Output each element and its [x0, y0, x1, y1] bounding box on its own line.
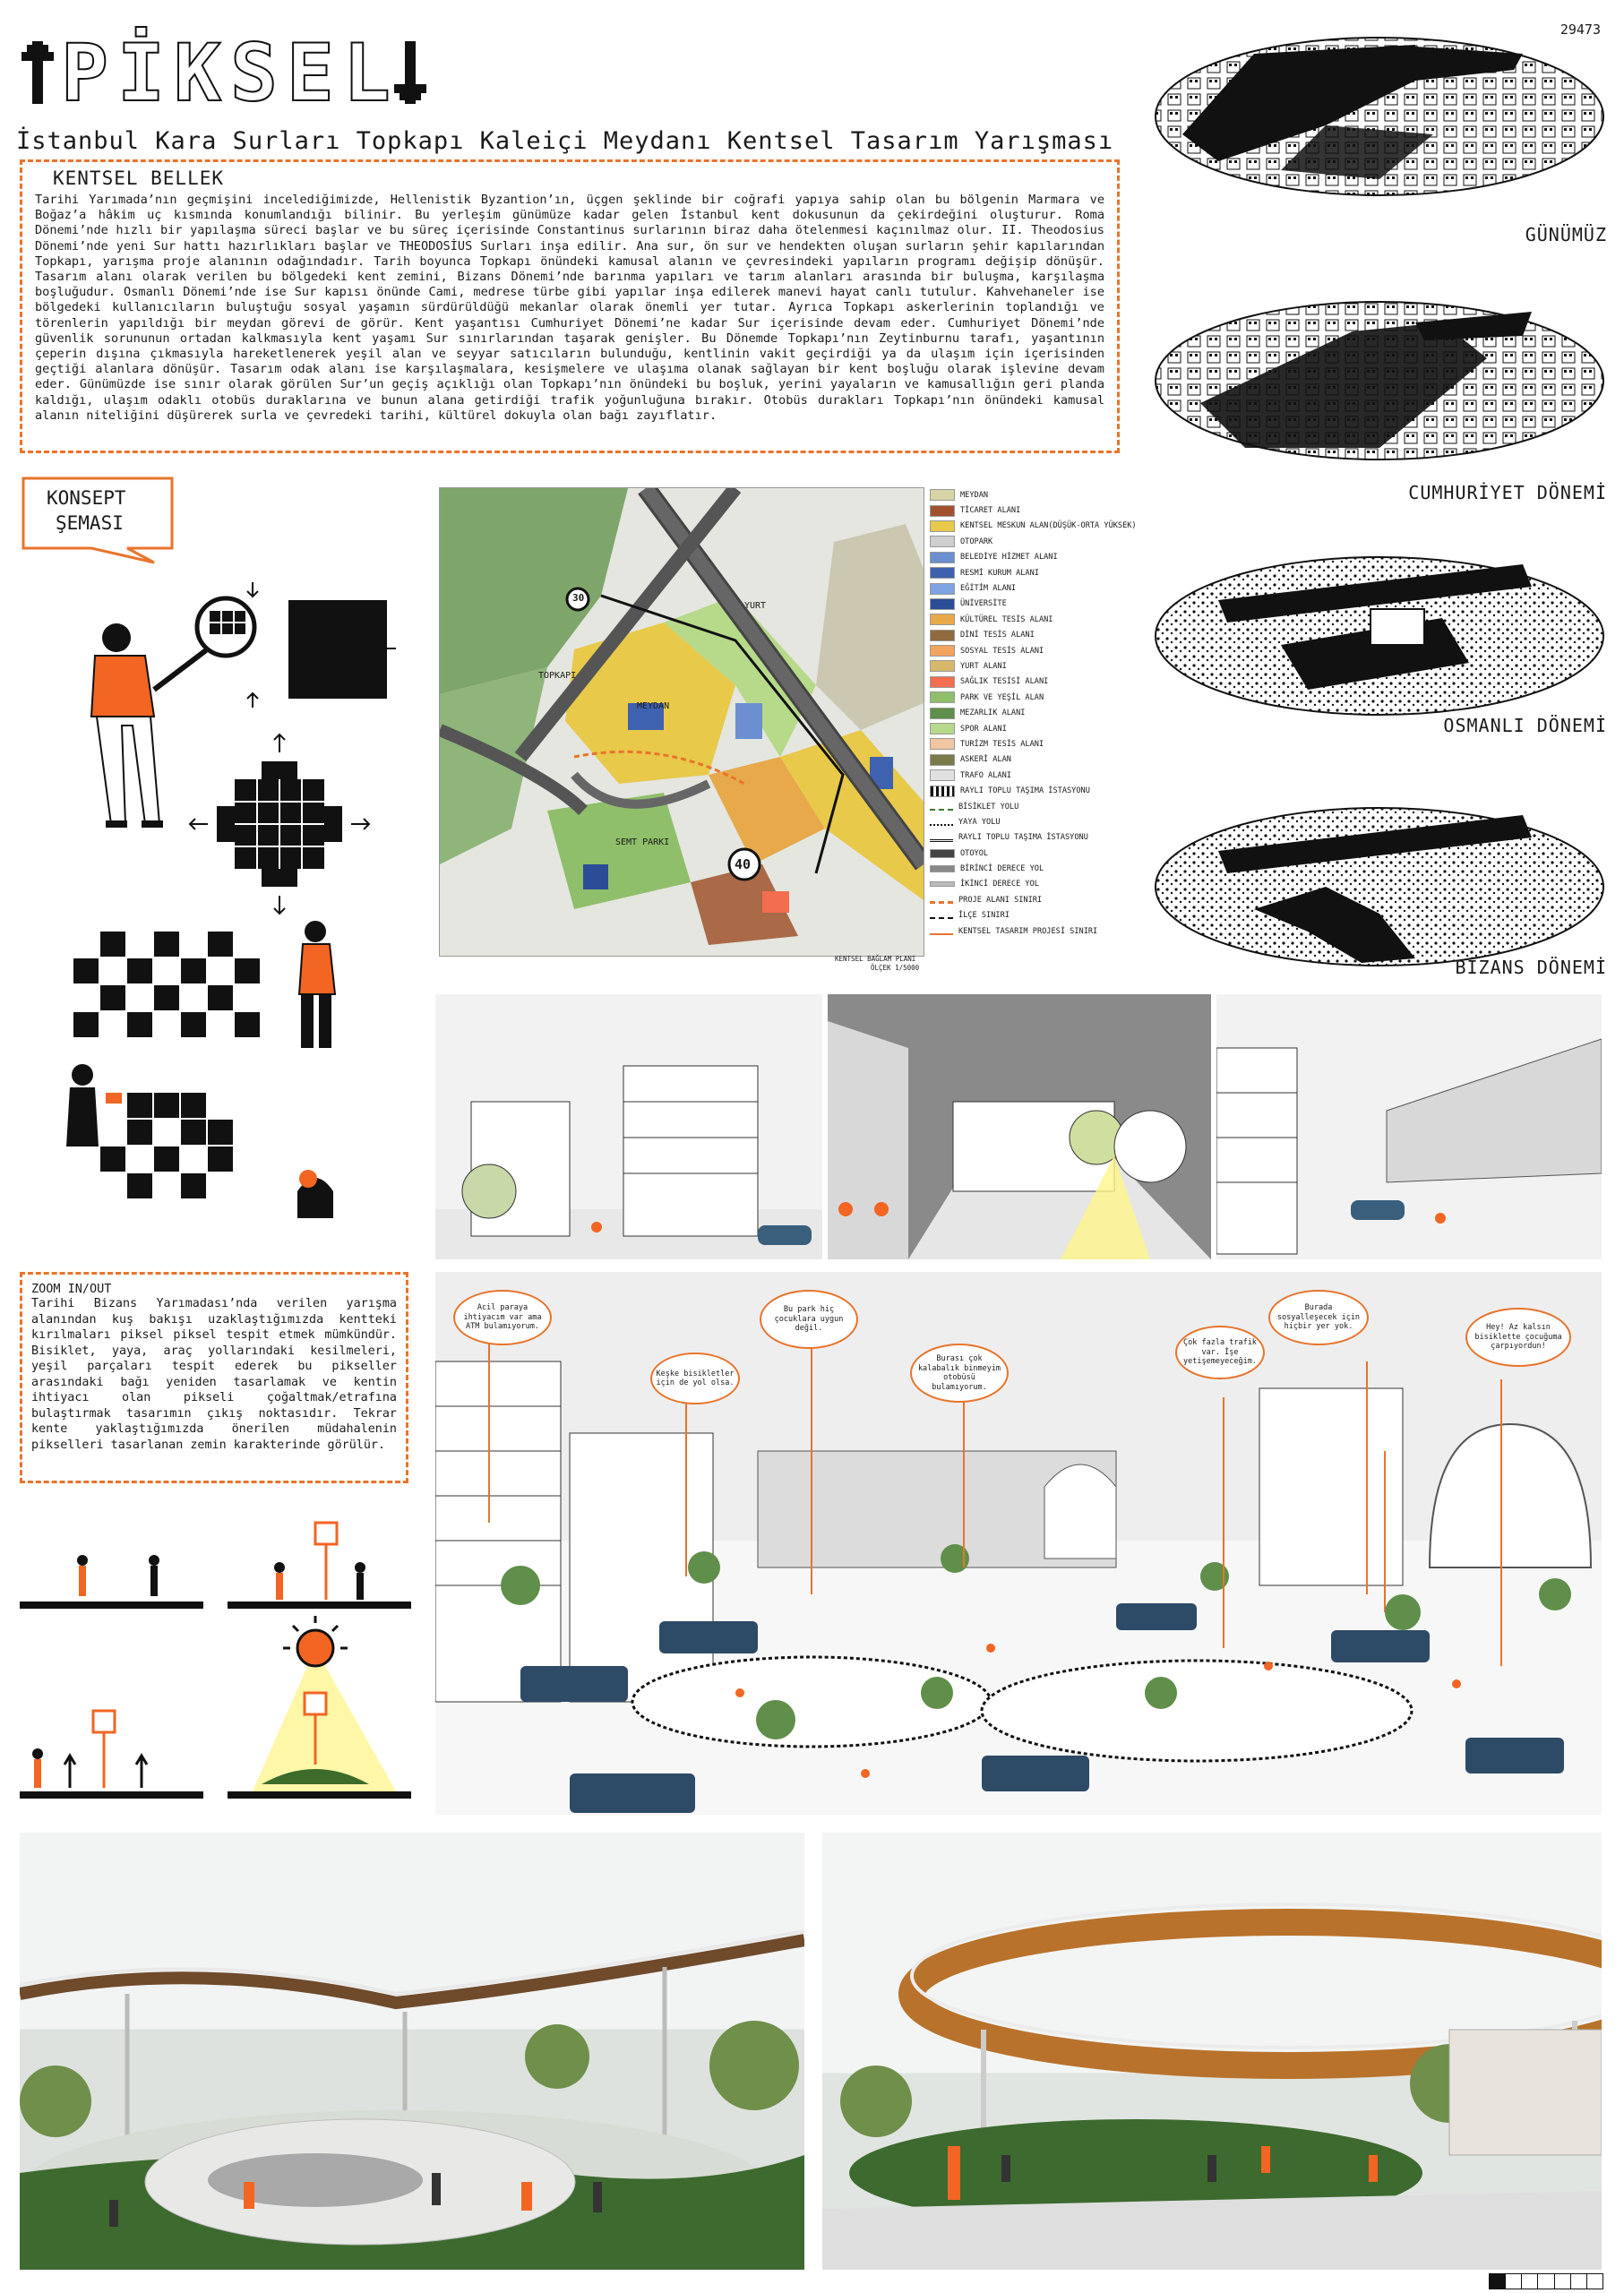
- legend-label: PROJE ALANI SINIRI: [958, 895, 1043, 905]
- footer-pixel: [1537, 2274, 1553, 2289]
- legend-row: [930, 658, 1145, 674]
- legend-label: RAYLI TOPLU TAŞIMA İSTASYONU: [960, 786, 1090, 796]
- map-road-30: 30: [572, 592, 585, 604]
- worker-illustration: [299, 921, 335, 1048]
- map-label-meydan: MEYDAN: [637, 701, 670, 711]
- footer-pixel-bar: [1489, 2273, 1603, 2289]
- competition-title: İstanbul Kara Surları Topkapı Kaleiçi Meydanı Kentsel Tasarım Yarışması: [16, 127, 1114, 155]
- era-drawings: [1147, 27, 1612, 985]
- map-label-yurt: YURT: [744, 601, 767, 611]
- legend-row: [930, 892, 1145, 907]
- legend-row: [930, 814, 1145, 829]
- legend-label: OTOYOL: [960, 848, 989, 858]
- legend-row: [930, 768, 1145, 783]
- footer-pixel: [1586, 2274, 1603, 2289]
- map-caption-line2: ÖLÇEK 1/5000: [871, 964, 920, 972]
- legend-row: [930, 783, 1145, 798]
- context-map: [439, 487, 924, 957]
- konsept-heading-line2: ŞEMASI: [56, 512, 124, 534]
- map-caption-line1: KENTSEL BAĞLAM PLANI: [835, 955, 916, 963]
- legend-row: [930, 565, 1145, 580]
- legend-swatch: [930, 614, 955, 625]
- legend-label: RESMİ KURUM ALANI: [960, 568, 1039, 578]
- konsept-bubble: [20, 473, 181, 566]
- speech-bubble: Keşke bisikletler için de yol olsa.: [650, 1353, 740, 1404]
- legend-swatch: [930, 660, 955, 672]
- legend-row: [930, 690, 1145, 705]
- legend-swatch: [930, 786, 955, 797]
- legend-row: [930, 923, 1145, 939]
- era-isometric-illustrations: [1147, 27, 1612, 985]
- legend-swatch: [930, 645, 955, 657]
- era-label-gunumuz: GÜNÜMÜZ: [1525, 224, 1607, 245]
- speech-bubble: Burası çok kalabalık binmeyim otobüsü bulamıyorum.: [910, 1344, 1009, 1403]
- square-scene: [435, 1272, 1602, 1815]
- street-vignette-2: [828, 994, 1211, 1259]
- map-road-40: 40: [735, 856, 752, 872]
- legend-label: BELEDİYE HİZMET ALANI: [960, 553, 1058, 563]
- street-vignette-illustration: [828, 994, 1211, 1259]
- street-vignette-illustration: [435, 994, 822, 1259]
- legend-label: İKİNCİ DERECE YOL: [960, 880, 1039, 889]
- legend-swatch: [930, 824, 953, 826]
- map-illustration: [440, 488, 924, 956]
- street-vignette-3: [1216, 994, 1602, 1259]
- kentsel-bellek-box: [20, 159, 1120, 453]
- legend-label: İLÇE SINIRI: [958, 911, 1010, 921]
- legend-swatch: [930, 691, 955, 703]
- legend-swatch: [930, 849, 955, 858]
- legend-swatch: [930, 489, 955, 501]
- legend-swatch: [930, 520, 955, 532]
- concept-illustrations: [20, 573, 432, 1809]
- concept-diagram: [20, 573, 432, 1809]
- gardening-illustration: [66, 1064, 333, 1218]
- render-ring-bridge-scene: [822, 1833, 1602, 2270]
- legend-label: OTOPARK: [960, 537, 993, 546]
- legend-row: [930, 519, 1145, 534]
- legend-label: MEYDAN: [960, 490, 989, 500]
- render-skatepark-scene: [20, 1833, 804, 2270]
- legend-swatch: [930, 839, 953, 842]
- people-strips: [20, 1523, 411, 1799]
- legend-row: [930, 487, 1145, 502]
- era-gunumuz-drawing: [1156, 38, 1603, 195]
- legend-label: KENTSEL MESKUN ALAN(DÜŞÜK-ORTA YÜKSEK): [960, 521, 1137, 531]
- legend-row: [930, 580, 1145, 596]
- legend-row: [930, 846, 1145, 861]
- map-legend: [930, 487, 1145, 939]
- legend-swatch: [930, 881, 955, 887]
- legend-label: DİNİ TESİS ALANI: [960, 631, 1035, 640]
- era-label-osmanli: OSMANLI DÖNEMİ: [1443, 715, 1607, 736]
- konsept-heading-line1: KONSEPT: [47, 487, 126, 509]
- render-skatepark: [20, 1833, 804, 2270]
- legend-row: [930, 799, 1145, 814]
- legend-swatch: [930, 738, 955, 750]
- speech-bubble: Acil paraya ihtiyacım var ama ATM bulamıyorum.: [453, 1290, 552, 1345]
- legend-swatch: [930, 676, 955, 688]
- legend-label: SPOR ALANI: [960, 724, 1007, 734]
- legend-row: [930, 674, 1145, 690]
- legend-swatch: [930, 598, 955, 610]
- footer-pixel: [1490, 2274, 1505, 2289]
- legend-label: BİRİNCİ DERECE YOL: [960, 864, 1044, 874]
- legend-swatch: [930, 505, 955, 517]
- map-label-semt-parki: SEMT PARKI: [615, 837, 670, 847]
- speech-bubble: Hey! Az kalsın bisiklette çocuğuma çarpıyordun!: [1465, 1308, 1571, 1367]
- map-label-topkapi: TOPKAPI: [538, 671, 577, 681]
- kentsel-bellek-heading: KENTSEL BELLEK: [53, 167, 225, 189]
- legend-label: YURT ALANI: [960, 661, 1007, 671]
- street-vignette-1: [435, 994, 822, 1259]
- legend-row: [930, 877, 1145, 892]
- pixel-cluster-illustration: [73, 932, 260, 1037]
- legend-row: [930, 597, 1145, 612]
- speech-bubble: Bu park hiç çocuklara uygun değil.: [760, 1290, 858, 1349]
- era-osmanli-drawing: [1156, 557, 1603, 715]
- legend-label: TİCARET ALANI: [960, 506, 1021, 516]
- legend-row: [930, 830, 1145, 846]
- legend-swatch: [930, 917, 953, 919]
- square-illustration: [435, 1272, 1602, 1815]
- footer-pixel: [1505, 2274, 1521, 2289]
- legend-row: [930, 612, 1145, 627]
- legend-label: ASKERİ ALAN: [960, 755, 1011, 765]
- legend-row: [930, 643, 1145, 658]
- era-label-cumhuriyet: CUMHURİYET DÖNEMİ: [1408, 482, 1607, 503]
- kentsel-bellek-text: Tarihi Yarımada’nın geçmişini incelediğimizde, Hellenistik Byzantion’ın, üçgen şeklinde bir coğrafi yapıya sahip olan bu bölgenin Marmara ve Boğaz’a hâkim uç kısmında konumlandığı bilinir. Bu yerleşim günümüze kadar gelen İstanbul kent dokusunun da çekirdeğini oluşturur. Roma Dönemi’nde hızlı bir yapılaşma süreci başlar ve bu süreç içerisinde Constantinus surlarının biraz daha ötelenmesi kaçınılmaz olur. II. Theodosius Dönemi’nde yeni Sur hattı hazırlıkları başlar ve THEODOSİUS Surları inşa edilir. Ana sur, ön sur ve hendekten oluşan surların şehir kapılarından Topkapı, yarışma proje alanının odağındadır. Tarih boyunca Topkapı önündeki kamusal alanın ve çevresindeki yapıların programı değişip dönüşür. Tasarım alanı olarak verilen bu bölgedeki kent zemini, Bizans Dönemi’nde barınma yapıları ve tarım alanları arasında bir buluşma, karşılaşma boşluğudur. Osmanlı Dönemi’nde ise Sur kapısı önünde Cami, medrese türbe gibi yapılar inşa edilerek manevi hayat canlı tutulur. Kahvehaneler ise bölgedeki kullanıcıların buluştuğu sosyal yaşamın sürdürüldüğü mekanlar olarak önemli yer tutar. Ayrıca Topkapı askerlerinin toplandığı ve törenlerin yapıldığı bir meydan görevi de görür. Kent yaşantısı Cumhuriyet Dönemi’ne kadar Sur içerisinde devam eder. Cumhuriyet Dönemi’nde güvenlik sorununun ortadan kalkmasıyla kent yaşamı Sur sınırlarından taşarak genişler. Bu Dönemde Topkapı’nın Zeytinburnu tarafı, yaşantının çeperin dışına çıkmasıyla hareketlenerek yeşil alan ve seyyar satıcıların bulunduğu, kentlinin vakit geçirdiği ya da ulaşım için içerisinden geçtiği alanlara dönüşür. Tasarım odak alanı ise karşılaşmalara, kesişmelere ve ulaşıma olanak sağlayan bir kent boşluğu olarak işlevine devam eder. Günümüzde ise sınır olarak görülen Sur’un geçiş açıklığı olan Topkapı’nın önündeki bu boşluk, yerini yayaların ve kamusallığın geri planda kaldığı, ulaşım odaklı otobüs duraklarına ve bunun alana getirdiği trafik yoğunluğuna bırakır. Otobüs durakları Topkapı’nın önündeki kamusal alanın niteliğini düşürerek surla ve çevredeki tarihi, kültürel dokuyla olan bağı zayıflatır.: [35, 193, 1104, 423]
- legend-row: [930, 721, 1145, 736]
- legend-swatch: [930, 583, 955, 595]
- legend-row: [930, 502, 1145, 518]
- render-ring-bridge: [822, 1833, 1602, 2270]
- legend-row: [930, 628, 1145, 643]
- era-bizans-drawing: [1156, 808, 1603, 966]
- legend-swatch: [930, 933, 953, 935]
- pixel-cross-illustration: [190, 734, 369, 914]
- legend-label: BİSİKLET YOLU: [958, 802, 1019, 812]
- era-cumhuriyet-drawing: [1156, 302, 1603, 459]
- footer-pixel: [1570, 2274, 1586, 2289]
- legend-swatch: [930, 754, 955, 766]
- legend-swatch: [930, 536, 955, 547]
- zoom-heading: ZOOM IN/OUT: [31, 1282, 112, 1296]
- speech-bubble: Çok fazla trafik var. İşe yetişemeyeceğim.: [1175, 1326, 1265, 1379]
- speech-bubble: Burada sosyalleşecek için hiçbir yer yok.: [1268, 1290, 1369, 1345]
- legend-swatch: [930, 901, 953, 904]
- legend-row: [930, 908, 1145, 923]
- legend-label: KENTSEL TASARIM PROJESİ SINIRI: [958, 926, 1098, 936]
- street-vignette-illustration: [1216, 994, 1602, 1259]
- legend-label: ÜNİVERSİTE: [960, 599, 1007, 609]
- legend-swatch: [930, 630, 955, 641]
- legend-row: [930, 861, 1145, 876]
- legend-label: YAYA YOLU: [958, 817, 1001, 827]
- logo: [20, 27, 432, 119]
- legend-row: [930, 705, 1145, 720]
- legend-swatch: [930, 708, 955, 719]
- legend-label: EĞİTİM ALANI: [960, 584, 1017, 594]
- footer-pixel: [1554, 2274, 1570, 2289]
- legend-swatch: [930, 769, 955, 781]
- legend-row: [930, 534, 1145, 549]
- legend-label: TRAFO ALANI: [960, 770, 1011, 780]
- legend-label: TURİZM TESİS ALANI: [960, 739, 1044, 749]
- legend-label: RAYLI TOPLU TAŞIMA İSTASYONU: [958, 833, 1088, 843]
- legend-label: SOSYAL TESİS ALANI: [960, 646, 1044, 656]
- poster-id: 29473: [1560, 21, 1601, 38]
- legend-label: PARK VE YEŞİL ALAN: [960, 692, 1044, 702]
- zoom-box: [20, 1272, 408, 1483]
- legend-swatch: [930, 552, 955, 563]
- legend-swatch: [930, 723, 955, 734]
- legend-row: [930, 736, 1145, 751]
- legend-swatch: [930, 567, 955, 579]
- legend-label: KÜLTÜREL TESİS ALANI: [960, 614, 1053, 624]
- legend-label: SAĞLIK TESİSİ ALANI: [960, 677, 1049, 687]
- legend-swatch: [930, 865, 955, 872]
- footer-pixel: [1521, 2274, 1537, 2289]
- legend-label: MEZARLIK ALANI: [960, 709, 1026, 718]
- legend-row: [930, 550, 1145, 565]
- zoom-text: Tarihi Bizans Yarımadası’nda verilen yarışma alanından kuş bakışı uzaklaştığımızda kentteki kırılmaları piksel piksel tespit etmek mümkündür. Bisiklet, yaya, araç yollarındaki kesilmeleri, yeşil parçaları tespit ederek bu pikseller arasındaki bağı yeniden tasarlamak ve kentin ihtiyacı olan pikseli çoğaltmak/etrafına bulaştırmak tasarımın çıkış noktasıdır. Tekrar kente yaklaştığımızda önerilen müdahalenin pikselleri tasarlanan zemin karakterinde görülür.: [31, 1297, 397, 1452]
- era-label-bizans: BİZANS DÖNEMİ: [1455, 957, 1607, 978]
- legend-swatch: [930, 809, 953, 811]
- logo-text: PİKSEL: [61, 27, 400, 119]
- legend-row: [930, 752, 1145, 768]
